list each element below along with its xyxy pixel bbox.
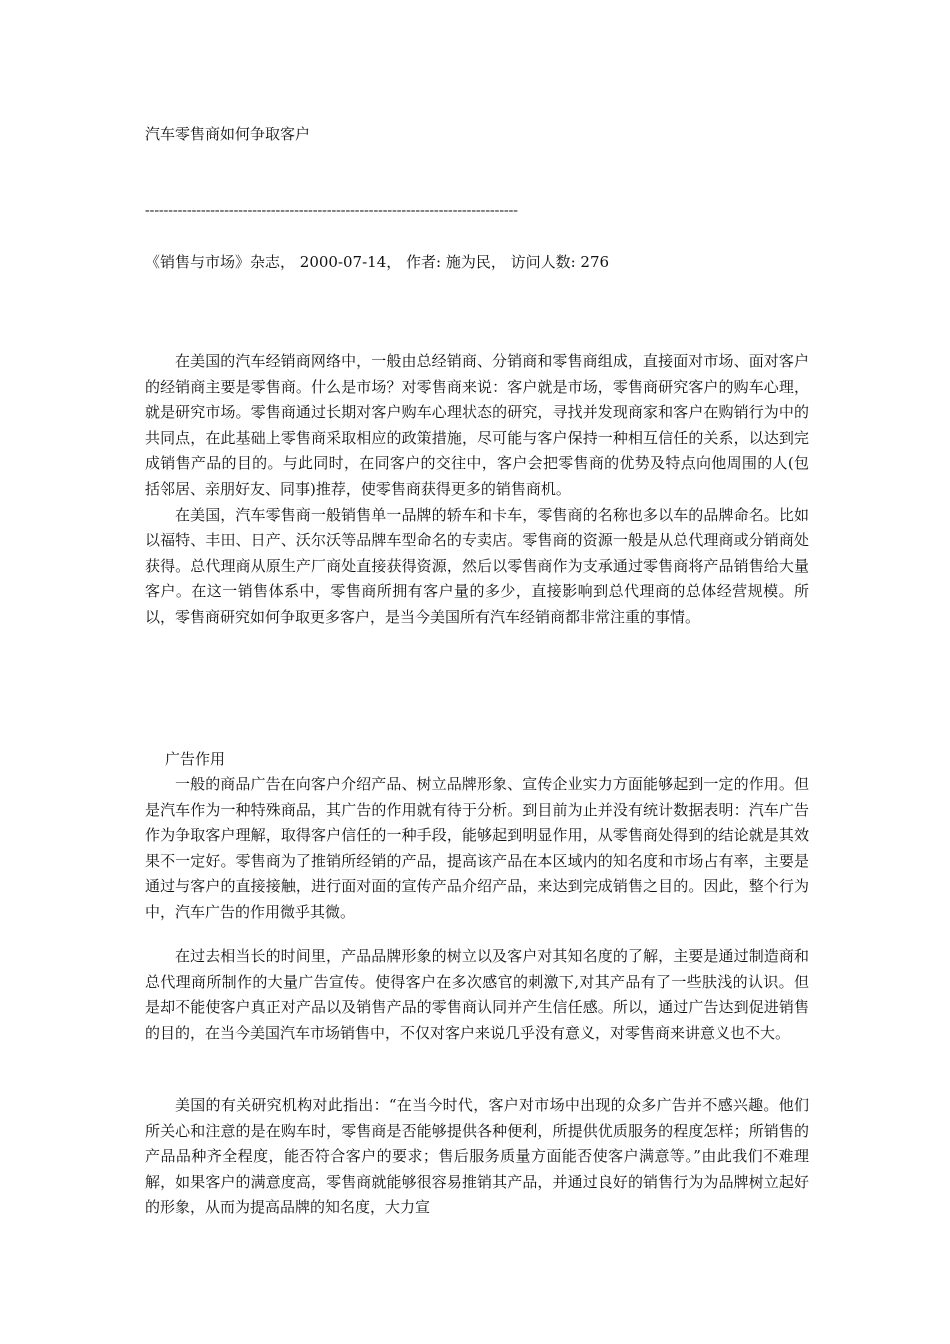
advertising-paragraph-2: [145, 944, 809, 1046]
paragraph: 在美国，汽车零售商一般销售单一品牌的轿车和卡车，零售商的名称也多以车的品牌命名。比如以福特、丰田、日产、沃尔沃等品牌车型命名的专卖店。零售商的资源一般是从总代理商或分销商处获得。总代理商从原生产厂商处直接获得资源，然后以零售商作为支承通过零售商将产品销售给大量客户。在这一销售体系中，零售商所拥有客户量的多少，直接影响到总代理商的总体经营规模。所以，零售商研究如何争取更多客户，是当今美国所有汽车经销商都非常注重的事情。: [145, 505, 809, 626]
paragraph: 在过去相当长的时间里，产品品牌形象的树立以及客户对其知名度的了解，主要是通过制造商和总代理商所制作的大量广告宣传。使得客户在多次感官的刺激下,对其产品有了一些肤浅的认识。但是却不能使客户真正对产品以及销售产品的零售商认同并产生信任感。所以，通过广告达到促进销售的目的，在当今美国汽车市场销售中，不仅对客户来说几乎没有意义，对零售商来讲意义也不大。: [145, 947, 809, 1042]
paragraph: 一般的商品广告在向客户介绍产品、树立品牌形象、宣传企业实力方面能够起到一定的作用。但是汽车作为一种特殊商品，其广告的作用就有待于分析。到目前为止并没有统计数据表明：汽车广告作为争取客户理解，取得客户信任的一种手段，能够起到明显作用，从零售商处得到的结论就是其效果不一定好。零售商为了推销所经销的产品，提高该产品在本区域内的知名度和市场占有率，主要是通过与客户的直接接触，进行面对面的宣传产品介绍产品，来达到完成销售之目的。因此，整个行为中，汽车广告的作用微乎其微。: [145, 775, 809, 921]
intro-section: [145, 349, 809, 631]
article-meta: 《销售与市场》杂志， 2000-07-14， 作者: 施为民， 访问人数: 276: [145, 253, 610, 271]
document-title: 汽车零售商如何争取客户: [145, 125, 311, 143]
paragraph: 在美国的汽车经销商网络中，一般由总经销商、分销商和零售商组成，直接面对市场、面对客户的经销商主要是零售商。什么是市场？对零售商来说：客户就是市场，零售商研究客户的购车心理，就是研究市场。零售商通过长期对客户购车心理状态的研究，寻找并发现商家和客户在购销行为中的共同点，在此基础上零售商采取相应的政策措施，尽可能与客户保持一种相互信任的关系，以达到完成销售产品的目的。与此同时，在同客户的交往中，客户会把零售商的优势及特点向他周围的人(包括邻居、亲朋好友、同事)推荐，使零售商获得更多的销售商机。: [145, 352, 809, 498]
section-heading: 广告作用: [165, 750, 226, 768]
paragraph: 美国的有关研究机构对此指出：“在当今时代，客户对市场中出现的众多广告并不感兴趣。他们所关心和注意的是在购车时，零售商是否能够提供各种便利，所提供优质服务的程度怎样；所销售的产品品种齐全程度，能否符合客户的要求；售后服务质量方面能否使客户满意等。”由此我们不难理解，如果客户的满意度高，零售商就能够很容易推销其产品，并通过良好的销售行为为品牌树立起好的形象，从而为提高品牌的知名度，大力宣: [145, 1096, 809, 1217]
advertising-paragraph-3: [145, 1093, 809, 1221]
advertising-paragraph-1: [145, 772, 809, 926]
separator-line: --------------------------------------------------------------------------------: [145, 203, 518, 218]
